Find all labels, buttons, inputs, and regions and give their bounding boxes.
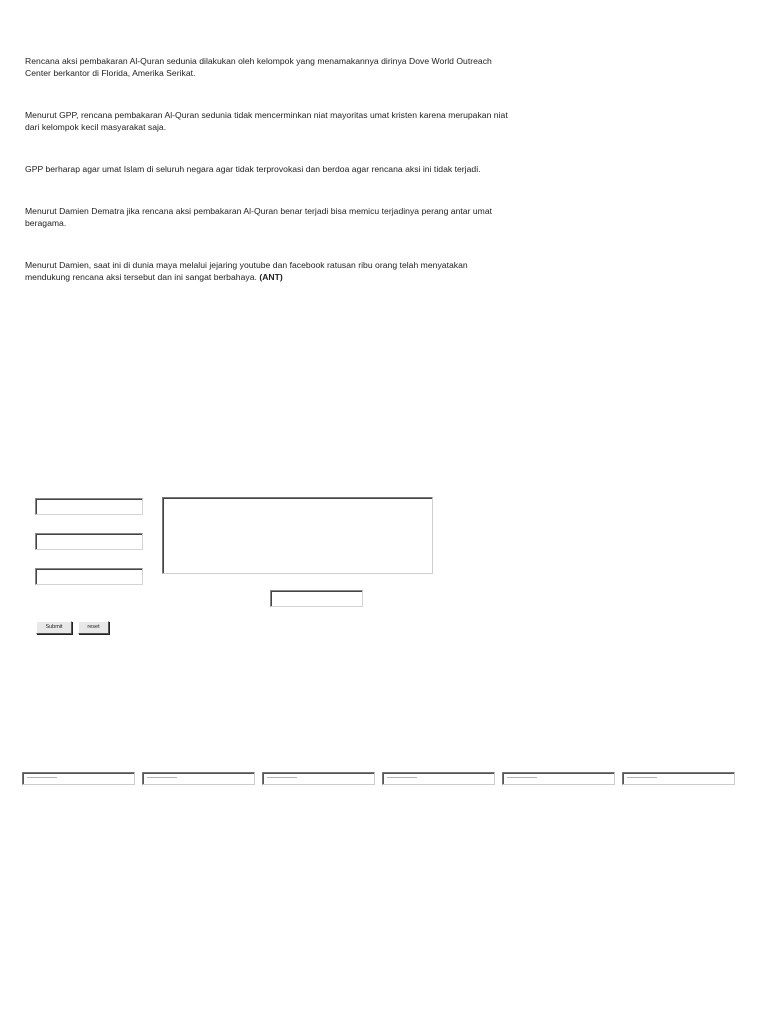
nav-select-6[interactable]: --------------- [622, 772, 735, 785]
comment-textarea[interactable] [162, 497, 433, 574]
article-paragraph-5 [25, 259, 515, 283]
paragraph-text: Menurut Damien, saat ini di dunia maya melalui jejaring youtube dan facebook ratusan ribu orang telah menyatakan mendukung rencana aksi tersebut dan ini sangat berbahaya. [25, 260, 468, 282]
nav-select-2[interactable]: --------------- [142, 772, 255, 785]
source-credit: (ANT) [259, 272, 283, 282]
article-paragraph-1 [25, 55, 515, 79]
nav-select-1[interactable]: --------------- [22, 772, 135, 785]
submit-button[interactable]: Submit [36, 621, 72, 634]
article-paragraph-3 [25, 163, 515, 175]
paragraph-text: Menurut Damien Dematra jika rencana aksi pembakaran Al-Quran benar terjadi bisa memicu terjadinya perang antar umat beragama. [25, 206, 493, 228]
paragraph-text: Menurut GPP, rencana pembakaran Al-Quran sedunia tidak mencerminkan niat mayoritas umat kristen karena merupakan niat dari kelompok kecil masyarakat saja. [25, 110, 508, 132]
captcha-input[interactable] [270, 590, 363, 607]
email-input[interactable] [35, 533, 143, 550]
reset-button[interactable]: reset [78, 621, 109, 634]
nav-select-5[interactable]: --------------- [502, 772, 615, 785]
nav-select-4[interactable]: --------------- [382, 772, 495, 785]
article-body [25, 55, 515, 313]
paragraph-text: Rencana aksi pembakaran Al-Quran sedunia dilakukan oleh kelompok yang menamakannya dirinya Dove World Outreach Center berkantor di Florida, Amerika Serikat. [25, 56, 492, 78]
nav-select-3[interactable]: --------------- [262, 772, 375, 785]
article-paragraph-2 [25, 109, 515, 133]
paragraph-text: GPP berharap agar umat Islam di seluruh negara agar tidak terprovokasi dan berdoa agar rencana aksi ini tidak terjadi. [25, 164, 481, 174]
website-input[interactable] [35, 568, 143, 585]
article-paragraph-4 [25, 205, 515, 229]
name-input[interactable] [35, 498, 143, 515]
